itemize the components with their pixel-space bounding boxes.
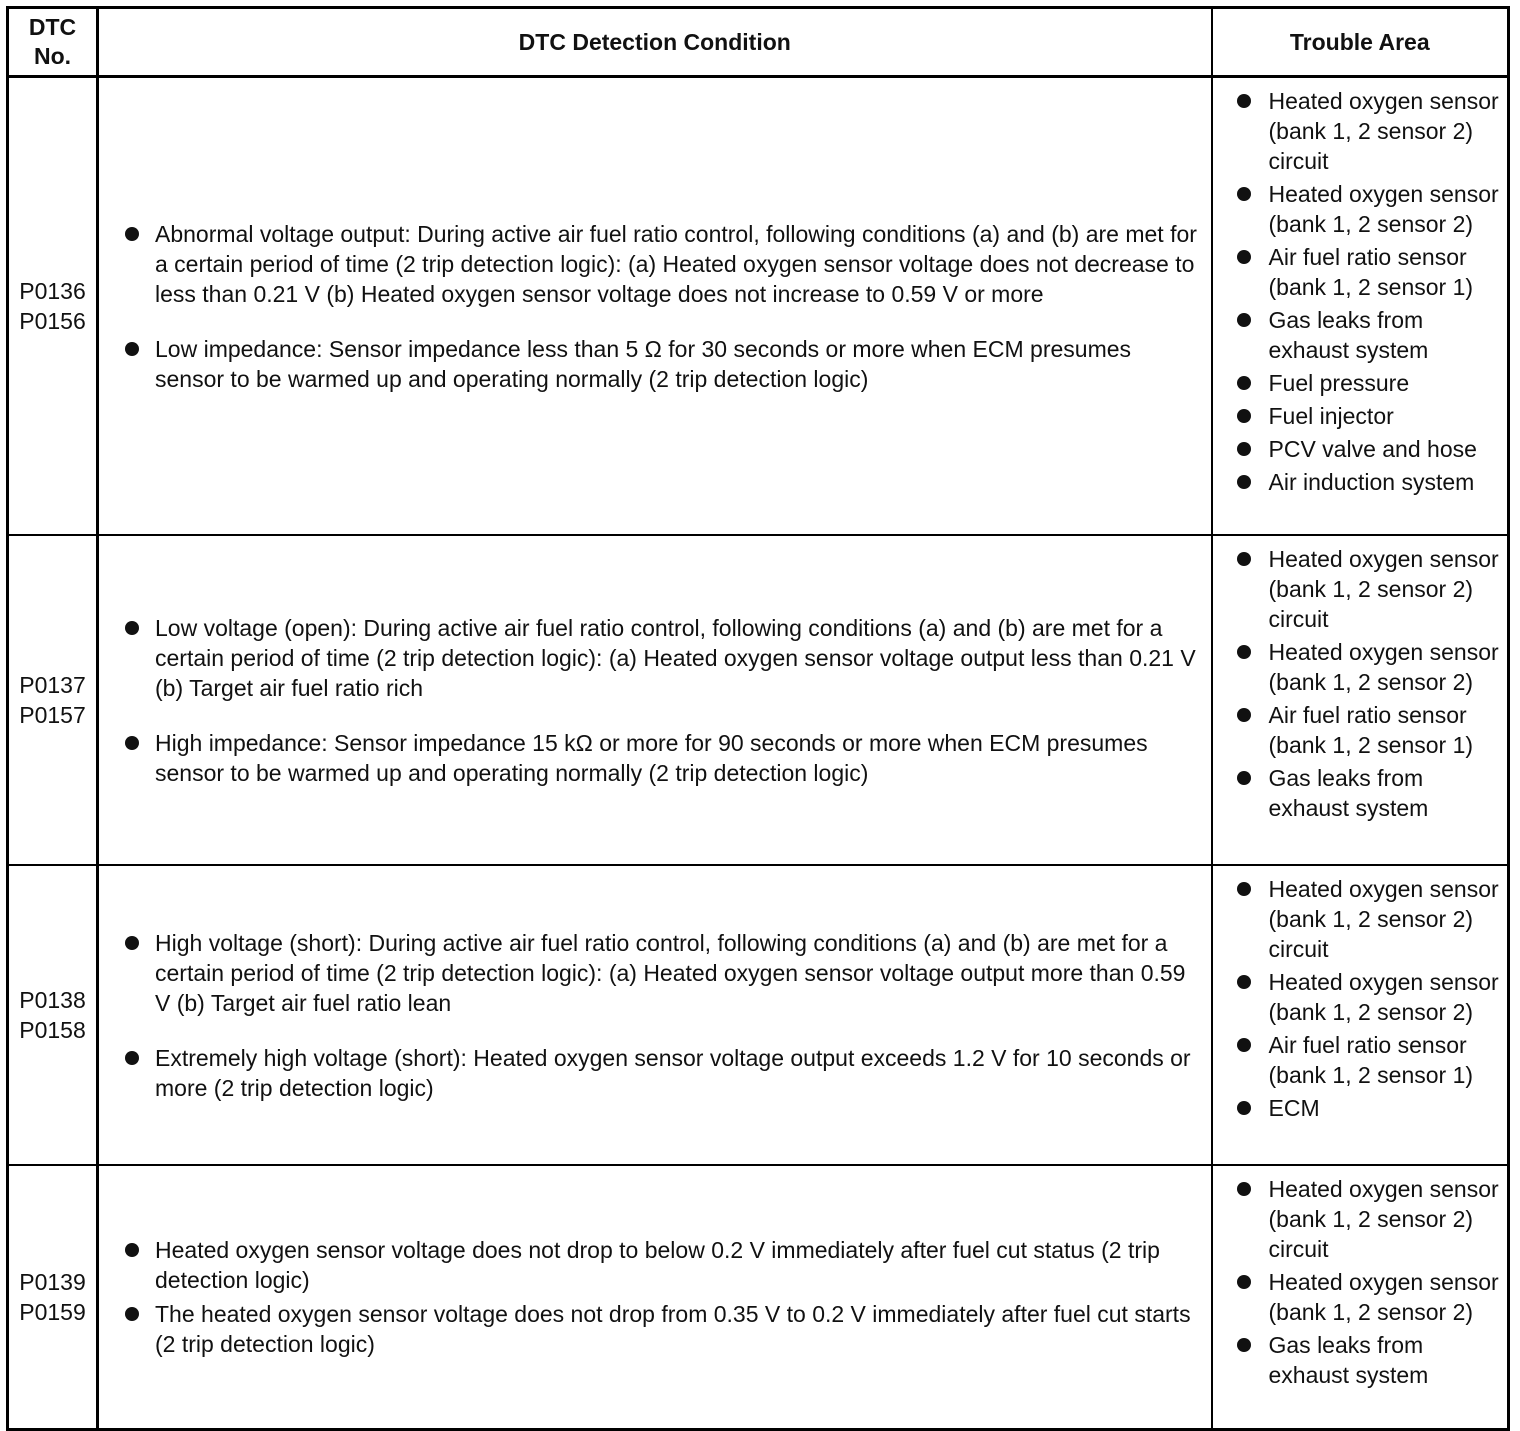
dtc-code: P0157 [19, 702, 86, 728]
trouble-area-item: Heated oxygen sensor (bank 1, 2 sensor 2) circuit [1237, 544, 1502, 634]
trouble-area-cell [1212, 865, 1509, 1165]
dtc-number-cell [8, 865, 98, 1165]
trouble-area-item: Heated oxygen sensor (bank 1, 2 sensor 2) circuit [1237, 1174, 1502, 1264]
condition-item: Abnormal voltage output: During active air fuel ratio control, following conditions (a) and (b) are met for a certain period of time (2 trip detection logic): (a) Heated oxygen sensor voltage does not decrease to less than 0.21 V (b) Heated oxygen sensor voltage does not increase to 0.59 V or more [125, 219, 1205, 309]
dtc-code: P0138 [19, 987, 86, 1013]
trouble-area-cell [1212, 77, 1509, 536]
trouble-area-item: ECM [1237, 1093, 1502, 1123]
table-row [8, 535, 1509, 865]
condition-list [125, 219, 1205, 394]
table-row [8, 1165, 1509, 1430]
trouble-area-item: Air fuel ratio sensor (bank 1, 2 sensor 1) [1237, 700, 1502, 760]
condition-item: High voltage (short): During active air fuel ratio control, following conditions (a) and (b) are met for a certain period of time (2 trip detection logic): (a) Heated oxygen sensor voltage output more than 0.59 V (b) Target air fuel ratio lean [125, 928, 1205, 1018]
trouble-area-item: Heated oxygen sensor (bank 1, 2 sensor 2) [1237, 179, 1502, 239]
trouble-area-item: Heated oxygen sensor (bank 1, 2 sensor 2) circuit [1237, 874, 1502, 964]
dtc-number-cell [8, 77, 98, 536]
table-row [8, 865, 1509, 1165]
header-row [8, 8, 1509, 77]
trouble-area-list [1237, 1174, 1502, 1390]
condition-list [125, 613, 1205, 788]
trouble-area-item: Heated oxygen sensor (bank 1, 2 sensor 2) [1237, 967, 1502, 1027]
dtc-number-cell [8, 1165, 98, 1430]
condition-item: Extremely high voltage (short): Heated oxygen sensor voltage output exceeds 1.2 V for 10 seconds or more (2 trip detection logic) [125, 1043, 1205, 1103]
condition-item: High impedance: Sensor impedance 15 kΩ or more for 90 seconds or more when ECM presumes sensor to be warmed up and operating normally (2 trip detection logic) [125, 728, 1205, 788]
dtc-code: P0136 [19, 278, 86, 304]
trouble-area-item: Fuel pressure [1237, 368, 1502, 398]
detection-condition-cell [98, 77, 1212, 536]
dtc-number-cell [8, 535, 98, 865]
condition-list [125, 1235, 1205, 1359]
trouble-area-list [1237, 86, 1502, 497]
trouble-area-item: Heated oxygen sensor (bank 1, 2 sensor 2) circuit [1237, 86, 1502, 176]
dtc-code: P0156 [19, 308, 86, 334]
condition-item: Low voltage (open): During active air fuel ratio control, following conditions (a) and (b) are met for a certain period of time (2 trip detection logic): (a) Heated oxygen sensor voltage output less than 0.21 V (b) Target air fuel ratio rich [125, 613, 1205, 703]
trouble-area-item: Heated oxygen sensor (bank 1, 2 sensor 2) [1237, 637, 1502, 697]
detection-condition-cell [98, 1165, 1212, 1430]
header-dtc-no-line1: DTC [28, 14, 77, 40]
condition-item: Heated oxygen sensor voltage does not drop to below 0.2 V immediately after fuel cut status (2 trip detection logic) [125, 1235, 1205, 1295]
dtc-table [6, 6, 1510, 1431]
trouble-area-list [1237, 544, 1502, 823]
dtc-code: P0158 [19, 1017, 86, 1043]
detection-condition-cell [98, 535, 1212, 865]
trouble-area-item: Air fuel ratio sensor (bank 1, 2 sensor 1) [1237, 1030, 1502, 1090]
table-row [8, 77, 1509, 536]
trouble-area-cell [1212, 1165, 1509, 1430]
trouble-area-item: Fuel injector [1237, 401, 1502, 431]
trouble-area-item: Air fuel ratio sensor (bank 1, 2 sensor 1) [1237, 242, 1502, 302]
dtc-code: P0139 [19, 1269, 86, 1295]
condition-item: Low impedance: Sensor impedance less than 5 Ω for 30 seconds or more when ECM presumes sensor to be warmed up and operating normally (2 trip detection logic) [125, 334, 1205, 394]
dtc-code: P0159 [19, 1299, 86, 1325]
trouble-area-item: Heated oxygen sensor (bank 1, 2 sensor 2) [1237, 1267, 1502, 1327]
header-dtc-no-line2: No. [33, 43, 72, 69]
trouble-area-list [1237, 874, 1502, 1123]
trouble-area-item: Gas leaks from exhaust system [1237, 1330, 1502, 1390]
header-trouble-area: Trouble Area [1212, 8, 1509, 77]
detection-condition-cell [98, 865, 1212, 1165]
header-dtc-no [8, 8, 98, 77]
trouble-area-item: PCV valve and hose [1237, 434, 1502, 464]
trouble-area-item: Air induction system [1237, 467, 1502, 497]
condition-list [125, 928, 1205, 1103]
condition-item: The heated oxygen sensor voltage does not drop from 0.35 V to 0.2 V immediately after fuel cut starts (2 trip detection logic) [125, 1299, 1205, 1359]
header-condition: DTC Detection Condition [98, 8, 1212, 77]
dtc-code: P0137 [19, 672, 86, 698]
trouble-area-cell [1212, 535, 1509, 865]
trouble-area-item: Gas leaks from exhaust system [1237, 305, 1502, 365]
trouble-area-item: Gas leaks from exhaust system [1237, 763, 1502, 823]
